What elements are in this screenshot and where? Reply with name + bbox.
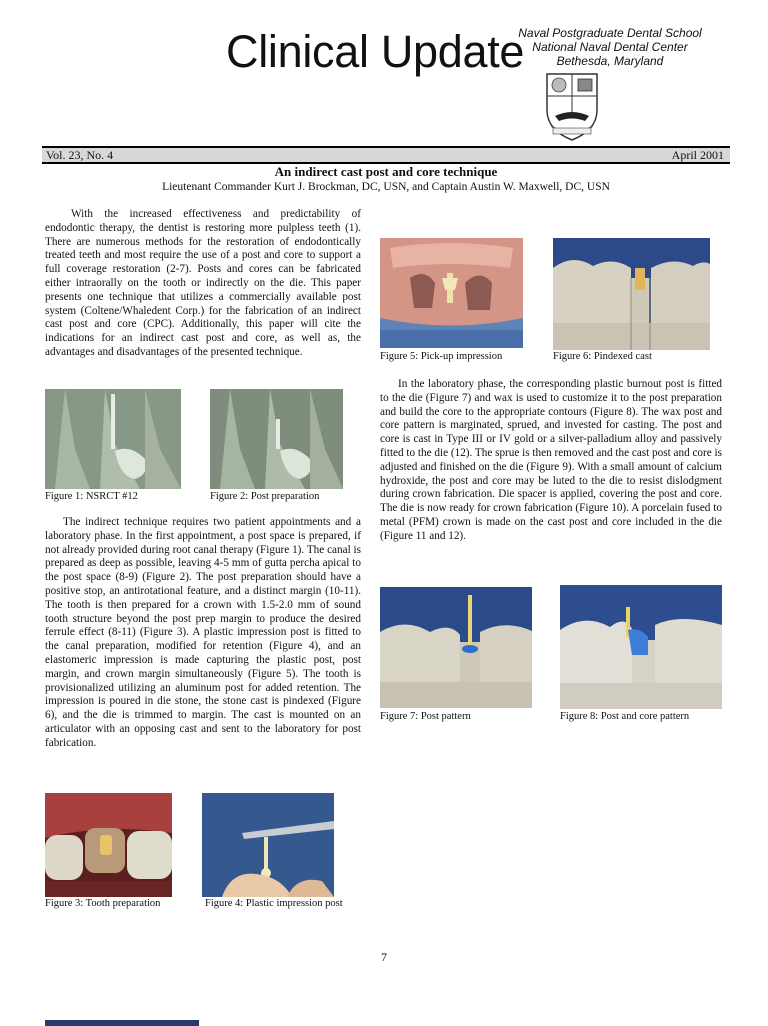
institution-line: Naval Postgraduate Dental School: [518, 26, 702, 40]
article-title: An indirect cast post and core technique: [274, 164, 498, 179]
institution-line: Bethesda, Maryland: [556, 54, 664, 68]
issue-date: April 2001: [671, 148, 724, 162]
body-paragraph: With the increased effectiveness and predictability of endodontic therapy, the dentist is restoring more pulpless teeth (1). There are numerous methods for the restoration of endodontically treated teeth and most require the use of a post and core to support a full coverage restoration (2-7). Posts and cores can be fabricated either intraorally on the tooth or indirectly on the die. This paper presents one technique that utilizes a commercially available post system (Coltene/Whaledent Corp.) for the fabrication of an indirect cast post and core (CPC). Additionally, this paper will cite the indications for an indirect cast post and core, as well as, the advantages and disadvantages of the presented technique.: [45, 208, 361, 358]
school-seal-logo: [539, 66, 605, 146]
figure-7-photo: [380, 587, 532, 708]
footer-bar: [45, 1020, 199, 1026]
figure-3-caption: Figure 3: Tooth preparation: [45, 898, 161, 909]
newsletter-title: Clinical Update: [226, 26, 525, 77]
figure-2-radiograph: [210, 389, 343, 489]
figure-5-photo: [380, 238, 523, 348]
figure-4-caption: Figure 4: Plastic impression post: [205, 898, 343, 909]
figure-8-photo: [560, 585, 722, 709]
article-authors: Lieutenant Commander Kurt J. Brockman, DC, USN, and Captain Austin W. Maxwell, DC, USN: [162, 181, 610, 193]
figure-1-radiograph: [45, 389, 181, 489]
institution-block: [500, 26, 720, 68]
volume-bar: [42, 146, 730, 164]
body-paragraph: In the laboratory phase, the corresponding plastic burnout post is fitted to the die (Figure 7) and wax is used to customize it to the post preparation and build the core to the appropriate contours (Figure 8). The wax post and core pattern is marginated, sprued, and invested for casting. The post and core is cast in Type III or IV gold or a silver-palladium alloy and passively fitted to the die (12). The sprue is then removed and the cast post and core is adjusted and finished on the die (Figure 9). With a small amount of calcium hydroxide, the post and core may be luted to the die to resist dislodgment during crown fabrication. Die spacer is applied, covering the post and core. The die is now ready for crown fabrication (Figure 10). A porcelain fused to metal (PFM) crown is made on the cast post and core included in the die (Figure 11 and 12).: [380, 378, 722, 542]
institution-line: National Naval Dental Center: [532, 40, 688, 54]
figure-6-photo: [553, 238, 710, 350]
volume-number: Vol. 23, No. 4: [46, 148, 114, 162]
figure-8-caption: Figure 8: Post and core pattern: [560, 711, 690, 722]
body-paragraph: The indirect technique requires two patient appointments and a laboratory phase. In the first appointment, a post space is prepared, if not already provided during root canal therapy (Figure 1). The canal is prepared as deep as possible, leaving 4-5 mm of gutta percha apical to the post space (8-9) (Figure 2). The post preparation should have a positive stop, an antirotational feature, and a distinct margin (10-11). The tooth is then prepared for a crown with 1.5-2.0 mm of sound tooth structure beyond the post prep margin to produce the desired ferrule effect (8-11) (Figure 3). A plastic impression post is fitted to the canal preparation, modified for retention (Figure 4), and an elastomeric impression is made capturing the plastic post, post margin, and crown margin simultaneously (Figure 5). The tooth is provisionalized utilizing an aluminum post for added retention. The impression is poured in die stone, the stone cast is pindexed (Figure 6), and the die is trimmed to margin. The cast is mounted on an articulator with an opposing cast and sent to the laboratory for post fabrication.: [45, 516, 361, 749]
figure-5-caption: Figure 5: Pick-up impression: [380, 351, 503, 362]
figure-7-caption: Figure 7: Post pattern: [380, 711, 471, 722]
figure-1-caption: Figure 1: NSRCT #12: [45, 491, 138, 502]
figure-3-photo: [45, 793, 172, 897]
figure-2-caption: Figure 2: Post preparation: [210, 491, 320, 502]
page-number: 7: [381, 950, 387, 964]
figure-4-photo: [202, 793, 334, 897]
figure-6-caption: Figure 6: Pindexed cast: [553, 351, 652, 362]
